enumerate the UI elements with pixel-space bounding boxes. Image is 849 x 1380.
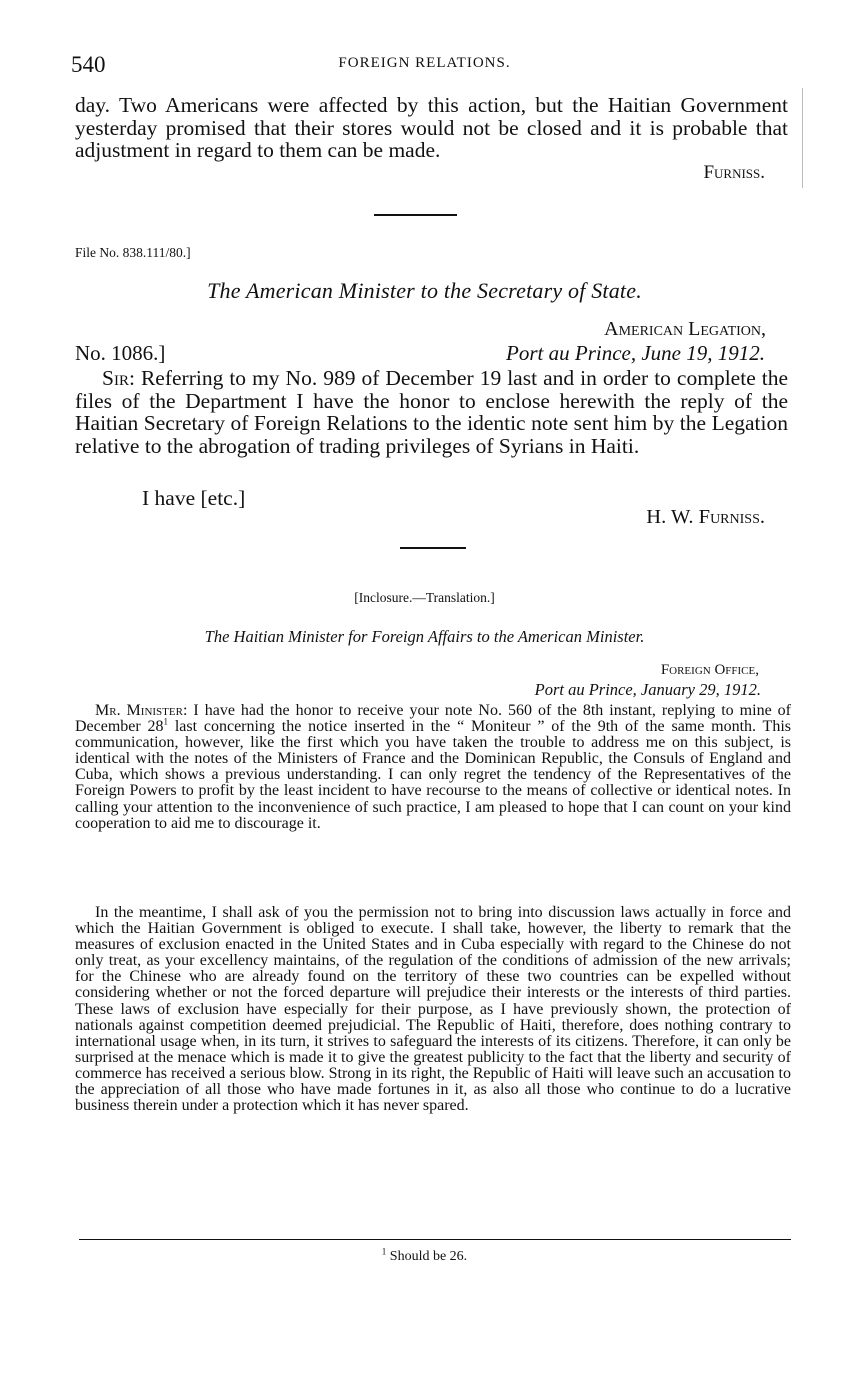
- section-divider: [400, 547, 466, 549]
- file-number: File No. 838.111/80.]: [75, 245, 191, 260]
- foreign-office: Foreign Office,: [660, 662, 759, 678]
- letter-body-text: Referring to my No. 989 of December 19 last and in order to complete the files of the Department I have the honor to enclose herewith the reply of the Haitian Secretary of Foreign Relations to the identic note sent him by the Legation relative to the abrogation of trading privileges of Syrians in Haiti.: [75, 366, 789, 458]
- letter-heading: The American Minister to the Secretary of State.: [207, 278, 642, 303]
- continuation-signature: Furniss.: [703, 162, 765, 183]
- number-date-line: [75, 341, 765, 366]
- footnote-text: Should be 26.: [389, 1249, 468, 1264]
- letter-body: [75, 367, 788, 457]
- continuation-paragraph: day. Two Americans were affected by this action, but the Haitian Government yesterday promised that their stores would not be closed and it is probable that adjustment in regard to them can be made.: [75, 93, 788, 162]
- page-number: 540: [71, 52, 106, 77]
- running-title: FOREIGN RELATIONS.: [338, 55, 511, 71]
- inclosure-place-date: Port au Prince, January 29, 1912.: [534, 680, 761, 699]
- footnote: [0, 1246, 849, 1265]
- inclosure-label: [Inclosure.—Translation.]: [354, 590, 495, 605]
- inclosure-heading: The Haitian Minister for Foreign Affairs to the American Minister.: [204, 627, 645, 646]
- paragraph-1-start: I have had the honor to receive your note No. 560 of the 8th instant, replying to mine of December 28: [75, 702, 791, 736]
- letter-place-date: Port au Prince, June 19, 1912.: [506, 341, 765, 365]
- margin-mark: [802, 88, 803, 188]
- letter-closing: I have [etc.]: [142, 486, 246, 510]
- section-divider: [374, 214, 457, 216]
- legation-name: American Legation,: [604, 318, 766, 340]
- footnote-marker: 1: [381, 1246, 387, 1257]
- inclosure-paragraph-1: [75, 703, 791, 832]
- letter-salutation: Sir:: [102, 366, 135, 390]
- inclosure-paragraph-2: In the meantime, I shall ask of you the permission not to bring into discussion laws actually in force and which the Haitian Government is obliged to execute. I shall take, however, the liberty to remark that the measures of exclusion enacted in the United States and in Cuba especially with regard to the Chinese do not only treat, as your excellency maintains, of the regulation of the conditions of admission of the new arrivals; for the Chinese who are already found on the territory of these two countries can be expelled without considering whether or not the forced departure will prejudice their interests or the interests of third parties. These laws of exclusion have especially for their purpose, as I have previously shown, the protection of nationals against competition deemed prejudicial. The Republic of Haiti, therefore, does nothing contrary to international usage when, in its turn, it strives to safeguard the interests of its citizens. Therefore, it can only be surprised at the menace which is made it to give the greatest publicity to the fact that the liberty and security of commerce has received a serious blow. Strong in its right, the Republic of Haiti will leave such an accusation to the appreciation of all those who have made fortunes in it, as also all those who continue to do a lucrative business therein under a protection which it has never spared.: [75, 904, 791, 1115]
- footnote-rule: [79, 1239, 791, 1240]
- dispatch-number: No. 1086.]: [75, 341, 166, 365]
- paragraph-1-end: last concerning the notice inserted in the “ Moniteur ” of the 9th of the same month. This communication, however, like the first which you have taken the trouble to address me on this subject, is identical with the notes of the Ministers of France and the Dominican Republic, the Consuls of England and Cuba, which shows a previous understanding. I can only regret the tendency of the Representatives of the Foreign Powers to profit by the least incident to have recourse to the means of collective or identical notes. In calling your attention to the inconvenience of such practice, I am pleased to hope that I can count on your kind cooperation to aid me to discourage it.: [75, 718, 791, 832]
- letter-signature: H. W. Furniss.: [646, 506, 765, 528]
- footnote-reference: 1: [163, 716, 169, 727]
- inclosure-salutation: Mr. Minister:: [95, 702, 188, 719]
